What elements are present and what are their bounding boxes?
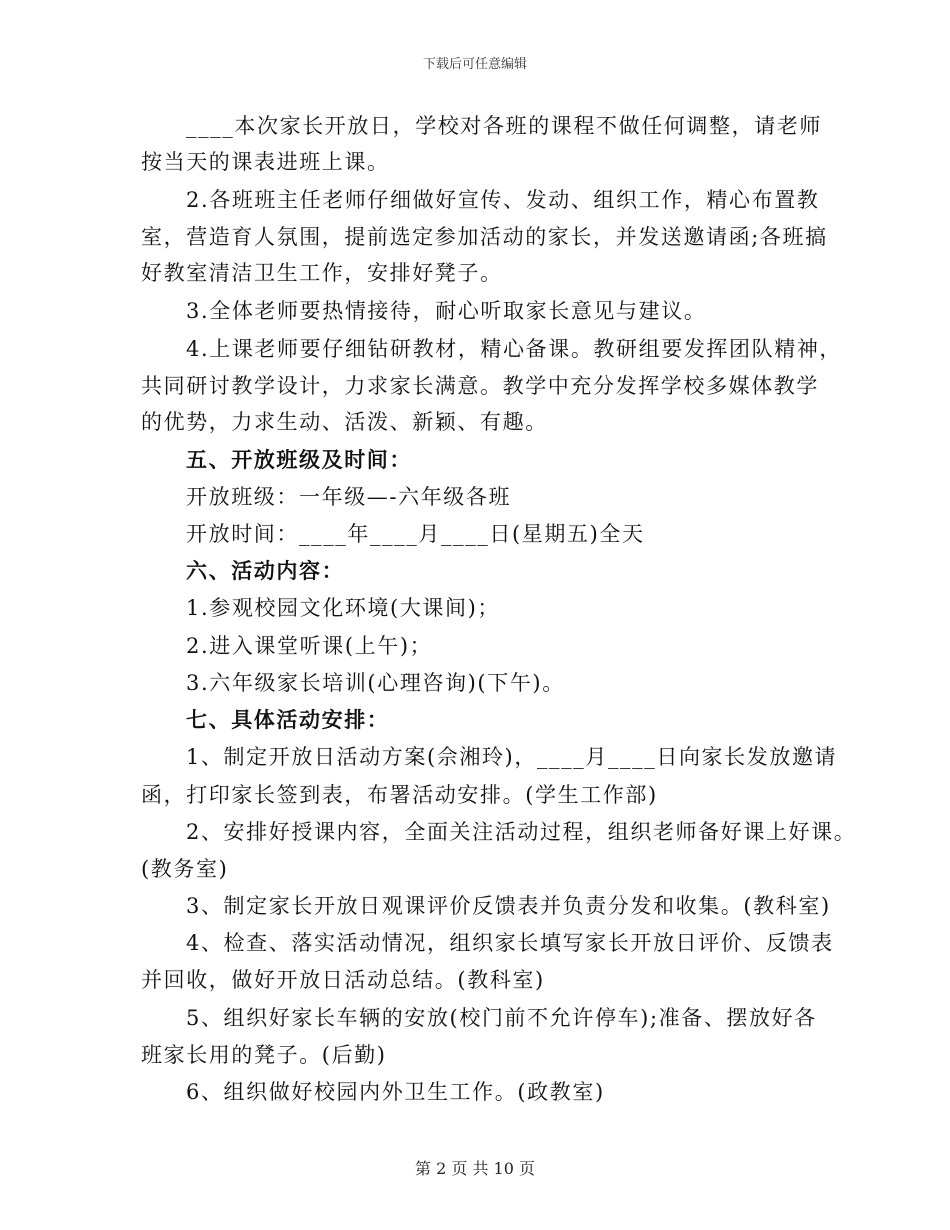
body-line: 共同研讨教学设计，力求家长满意。教学中充分发挥学校多媒体教学 xyxy=(141,374,819,398)
body-line: 2、安排好授课内容，全面关注活动过程，组织老师备好课上好课。 xyxy=(186,820,857,844)
body-line: 2.进入课堂听课(上午)； xyxy=(186,634,433,658)
body-line: 3.六年级家长培训(心理咨询)(下午)。 xyxy=(186,671,565,695)
page-header-note: 下载后可任意编辑 xyxy=(422,57,527,72)
body-line: 4、检查、落实活动情况，组织家长填写家长开放日评价、反馈表 xyxy=(186,931,834,955)
body-line: 室，营造育人氛围，提前选定参加活动的家长，并发送邀请函;各班搞 xyxy=(141,225,828,249)
section-heading: 七、具体活动安排： xyxy=(186,707,390,732)
page-indicator: 第 2 页 共 10 页 xyxy=(415,1159,535,1178)
body-line: 好教室清洁卫生工作，安排好凳子。 xyxy=(141,261,503,285)
body-line: (教务室) xyxy=(141,857,229,881)
section-heading: 六、活动内容： xyxy=(186,558,345,583)
body-line: 班家长用的凳子。(后勤) xyxy=(141,1043,387,1067)
body-line: 1.参观校园文化环境(大课间)； xyxy=(186,596,501,620)
body-line: 4.上课老师要仔细钻研教材，精心备课。教研组要发挥团队精神， xyxy=(186,337,843,361)
body-line: 开放班级：一年级—-六年级各班 xyxy=(186,485,512,509)
body-line: 的优势，力求生动、活泼、新颖、有趣。 xyxy=(141,410,548,434)
body-line: ____本次家长开放日，学校对各班的课程不做任何调整，请老师 xyxy=(186,114,822,138)
body-line: 1、制定开放日活动方案(佘湘玲)，____月____日向家长发放邀请 xyxy=(186,745,838,769)
body-line: 2.各班班主任老师仔细做好宣传、发动、组织工作，精心布置教 xyxy=(186,188,820,212)
body-line: 5、组织好家长车辆的安放(校门前不允许停车);准备、摆放好各 xyxy=(186,1006,817,1030)
body-line: 按当天的课表进班上课。 xyxy=(141,150,390,174)
body-line: 3.全体老师要热情接待，耐心听取家长意见与建议。 xyxy=(186,299,707,323)
body-line: 6、组织做好校园内外卫生工作。(政教室) xyxy=(186,1080,605,1104)
body-line: 函，打印家长签到表，布署活动安排。(学生工作部) xyxy=(141,783,658,807)
section-heading: 五、开放班级及时间： xyxy=(186,447,412,472)
body-line: 3、制定家长开放日观课评价反馈表并负责分发和收集。(教科室) xyxy=(186,894,831,918)
body-line: 并回收，做好开放日活动总结。(教科室) xyxy=(141,968,545,992)
body-line: 开放时间：____年____月____日(星期五)全天 xyxy=(186,522,645,546)
